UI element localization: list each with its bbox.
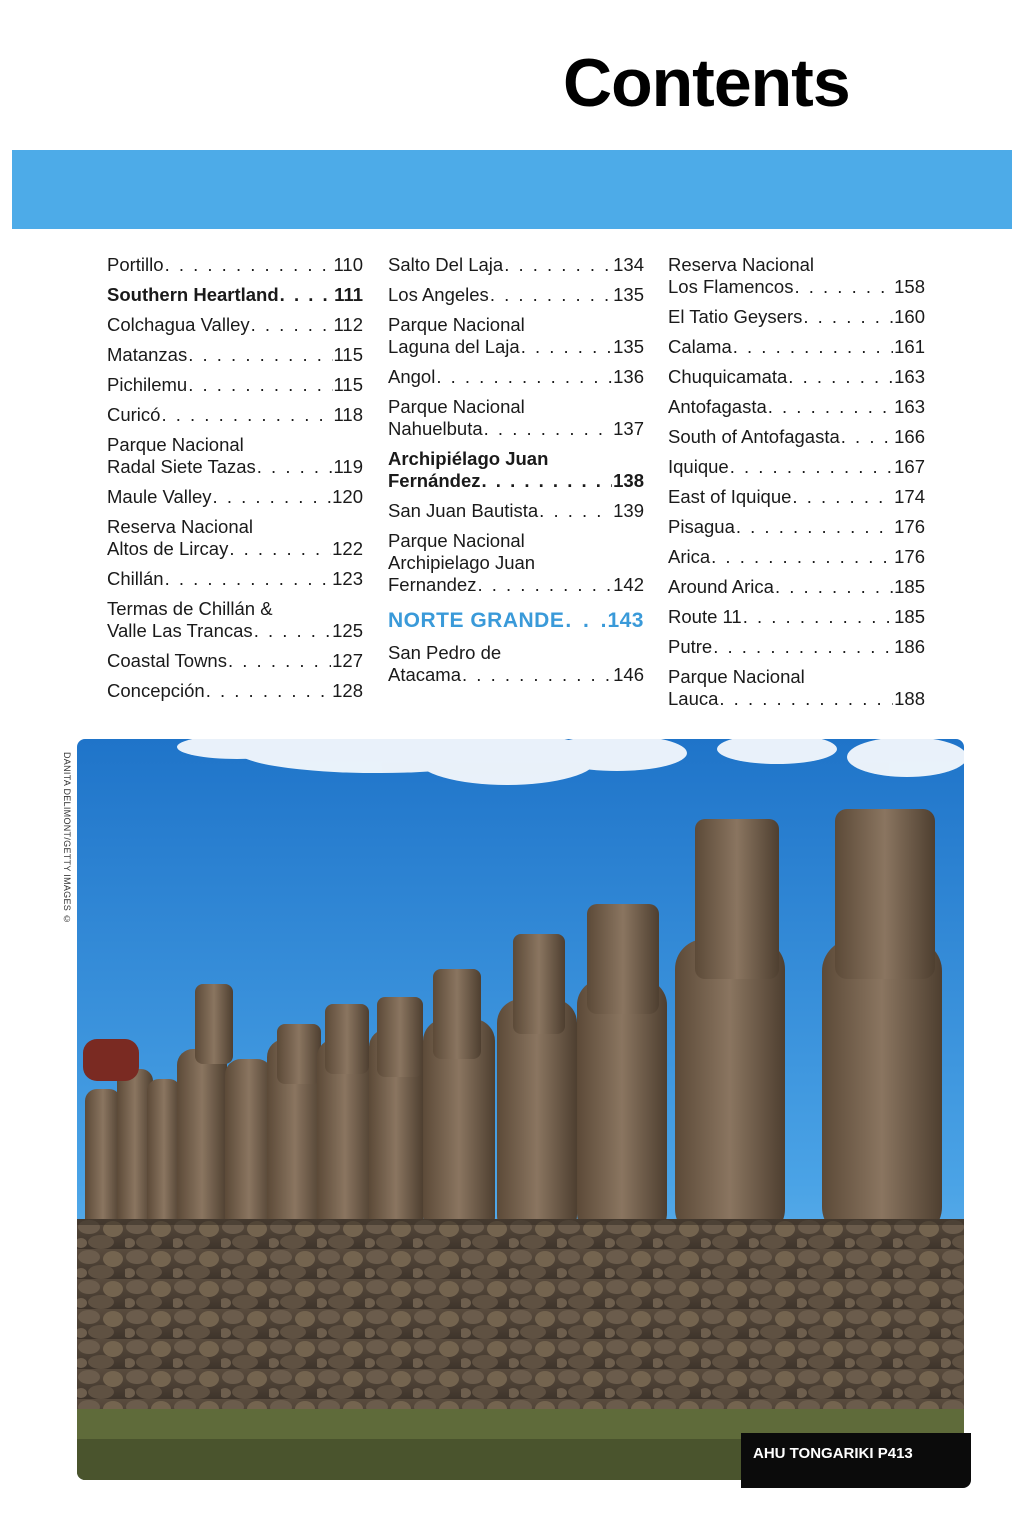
toc-page-number: 146 <box>613 664 644 685</box>
dot-leader <box>504 254 612 276</box>
toc-page-number: 110 <box>333 254 363 275</box>
dot-leader <box>161 404 332 426</box>
toc-page-number: 188 <box>894 688 925 709</box>
toc-entry[interactable] <box>668 336 925 358</box>
dot-leader <box>257 456 333 478</box>
toc-entry-title: Fernandez <box>388 574 477 595</box>
toc-entry-title: Chuquicamata <box>668 366 788 387</box>
toc-entry-title-line: Parque Nacional <box>388 314 525 335</box>
toc-entry[interactable] <box>388 366 644 388</box>
toc-entry-title: Altos de Lircay <box>107 538 229 559</box>
toc-section-heading[interactable] <box>388 610 644 632</box>
toc-entry-title-line: Parque Nacional <box>388 396 525 417</box>
toc-page-number: 176 <box>894 516 925 537</box>
toc-entry-title: Coastal Towns <box>107 650 227 671</box>
toc-entry[interactable] <box>107 516 363 560</box>
dot-leader <box>794 276 893 298</box>
toc-page-number: 137 <box>613 418 644 439</box>
toc-entry-title: Calama <box>668 336 732 357</box>
toc-entry[interactable] <box>107 680 363 702</box>
photo-credit: DANITA DELIMONT/GETTY IMAGES © <box>62 752 72 925</box>
toc-page-number: 127 <box>332 650 363 671</box>
toc-entry[interactable] <box>388 448 644 492</box>
toc-entry[interactable] <box>668 426 925 448</box>
dot-leader <box>462 664 612 686</box>
toc-entry-title: Iquique <box>668 456 729 477</box>
toc-page-number: 134 <box>613 254 644 275</box>
dot-leader <box>743 606 893 628</box>
toc-entry-title: Antofagasta <box>668 396 767 417</box>
toc-page-number: 120 <box>332 486 363 507</box>
toc-entry-title: Concepción <box>107 680 205 701</box>
dot-leader <box>188 344 332 366</box>
toc-entry-title: Nahuelbuta <box>388 418 483 439</box>
toc-page-number: 163 <box>894 396 925 417</box>
toc-page-number: 115 <box>333 344 363 365</box>
toc-page-number: 119 <box>333 456 363 477</box>
toc-entry-title-line: Reserva Nacional <box>668 254 815 275</box>
dot-leader <box>484 418 612 440</box>
toc-column-2 <box>388 254 644 694</box>
toc-entry-title: Route 11 <box>668 606 742 627</box>
dot-leader <box>228 650 331 672</box>
dot-leader <box>436 366 612 388</box>
dot-leader <box>736 516 893 538</box>
toc-entry-title-line: Parque Nacional <box>388 530 525 551</box>
toc-page-number: 185 <box>894 606 925 627</box>
toc-entry[interactable] <box>388 642 644 686</box>
toc-entry-title: Atacama <box>388 664 462 685</box>
toc-entry-title: Angol <box>388 366 436 387</box>
toc-entry[interactable] <box>107 314 363 336</box>
toc-entry-title: NORTE GRANDE <box>388 609 565 632</box>
dot-leader <box>213 486 332 508</box>
toc-column-1 <box>107 254 363 710</box>
toc-entry[interactable] <box>107 404 363 426</box>
toc-page-number: 111 <box>334 284 363 305</box>
toc-page-number: 112 <box>333 314 363 335</box>
toc-entry[interactable] <box>107 486 363 508</box>
dot-leader <box>165 568 332 590</box>
toc-entry[interactable] <box>668 666 925 710</box>
toc-entry-title: Maule Valley <box>107 486 212 507</box>
dot-leader <box>733 336 893 358</box>
toc-entry[interactable] <box>668 546 925 568</box>
toc-page-number: 123 <box>332 568 363 589</box>
header-band <box>12 150 1012 229</box>
toc-entry[interactable] <box>668 516 925 538</box>
toc-page-number: 163 <box>894 366 925 387</box>
dot-leader <box>165 254 333 276</box>
toc-entry-title: Matanzas <box>107 344 188 365</box>
toc-entry-title-line: Parque Nacional <box>668 666 805 687</box>
toc-entry-title: Chillán <box>107 568 164 589</box>
toc-entry-title: Fernández <box>388 470 481 491</box>
toc-entry-title: Portillo <box>107 254 164 275</box>
toc-entry[interactable] <box>388 284 644 306</box>
toc-page-number: 186 <box>894 636 925 657</box>
toc-entry-title: Los Flamencos <box>668 276 794 297</box>
dot-leader <box>206 680 331 702</box>
toc-entry-title-line: Archipielago Juan <box>388 552 536 573</box>
toc-page-number: 185 <box>894 576 925 597</box>
toc-entry-title-line: Termas de Chillán & <box>107 598 273 619</box>
dot-leader <box>711 546 893 568</box>
toc-entry-title-line: Parque Nacional <box>107 434 244 455</box>
toc-entry[interactable] <box>668 456 925 478</box>
dot-leader <box>775 576 893 598</box>
toc-entry-title: South of Antofagasta <box>668 426 840 447</box>
dot-leader <box>188 374 332 396</box>
toc-entry[interactable] <box>388 396 644 440</box>
toc-entry-title: Curicó <box>107 404 161 425</box>
toc-entry[interactable] <box>107 284 363 306</box>
toc-page-number: 161 <box>894 336 925 357</box>
toc-entry-title: Southern Heartland <box>107 284 279 305</box>
dot-leader <box>713 636 893 658</box>
dot-leader <box>719 688 893 710</box>
toc-page-number: 136 <box>613 366 644 387</box>
toc-entry-title: Laguna del Laja <box>388 336 520 357</box>
toc-entry[interactable] <box>668 576 925 598</box>
dot-leader <box>229 538 331 560</box>
toc-page-number: 166 <box>894 426 925 447</box>
toc-entry[interactable] <box>107 568 363 590</box>
dot-leader <box>841 426 893 448</box>
toc-page-number: 138 <box>613 470 644 491</box>
toc-entry[interactable] <box>668 606 925 628</box>
dot-leader <box>788 366 893 388</box>
dot-leader <box>251 314 333 336</box>
toc-entry[interactable] <box>107 598 363 642</box>
photo-caption: AHU TONGARIKI P413 <box>741 1433 971 1488</box>
toc-page-number: 176 <box>894 546 925 567</box>
toc-entry-title: El Tatio Geysers <box>668 306 803 327</box>
toc-entry-title: Colchagua Valley <box>107 314 250 335</box>
page-title: Contents <box>563 45 850 121</box>
toc-entry-title: Arica <box>668 546 711 567</box>
dot-leader <box>768 396 893 418</box>
toc-page-number: 135 <box>613 284 644 305</box>
toc-entry[interactable] <box>668 396 925 418</box>
toc-entry[interactable] <box>388 314 644 358</box>
toc-page-number: 174 <box>894 486 925 507</box>
dot-leader <box>482 470 613 492</box>
toc-entry-title: Pichilemu <box>107 374 188 395</box>
toc-entry-title: East of Iquique <box>668 486 792 507</box>
toc-entry[interactable] <box>107 254 363 276</box>
toc-page-number: 158 <box>894 276 925 297</box>
toc-entry-title: Pisagua <box>668 516 735 537</box>
dot-leader <box>254 620 331 642</box>
toc-page-number: 115 <box>333 374 363 395</box>
toc-entry[interactable] <box>388 530 644 596</box>
toc-entry[interactable] <box>668 486 925 508</box>
toc-entry-title-line: Reserva Nacional <box>107 516 254 537</box>
toc-entry[interactable] <box>107 344 363 366</box>
toc-entry[interactable] <box>668 366 925 388</box>
toc-entry-title: Putre <box>668 636 713 657</box>
toc-entry-title: Around Arica <box>668 576 774 597</box>
dot-leader <box>792 486 893 508</box>
toc-entry[interactable] <box>388 500 644 522</box>
toc-page-number: 128 <box>332 680 363 701</box>
toc-entry[interactable] <box>668 306 925 328</box>
toc-entry-title-line: Archipiélago Juan <box>388 448 549 469</box>
toc-entry[interactable] <box>668 636 925 658</box>
dot-leader <box>477 574 612 596</box>
toc-entry[interactable] <box>668 254 925 298</box>
toc-page-number: 160 <box>894 306 925 327</box>
dot-leader <box>280 284 334 306</box>
dot-leader <box>730 456 893 478</box>
toc-entry-title: San Juan Bautista <box>388 500 539 521</box>
toc-entry-title: Radal Siete Tazas <box>107 456 256 477</box>
toc-entry[interactable] <box>388 254 644 276</box>
toc-page-number: 125 <box>332 620 363 641</box>
toc-page-number: 143 <box>607 609 644 632</box>
toc-entry-title: Los Angeles <box>388 284 489 305</box>
toc-entry-title: Valle Las Trancas <box>107 620 253 641</box>
toc-entry[interactable] <box>107 374 363 396</box>
toc-entry[interactable] <box>107 650 363 672</box>
toc-entry-title: Salto Del Laja <box>388 254 504 275</box>
dot-leader <box>565 610 606 632</box>
toc-page-number: 135 <box>613 336 644 357</box>
toc-entry-title-line: San Pedro de <box>388 642 502 663</box>
dot-leader <box>490 284 612 306</box>
toc-column-3 <box>668 254 925 718</box>
toc-page-number: 122 <box>332 538 363 559</box>
dot-leader <box>803 306 893 328</box>
toc-page-number: 142 <box>613 574 644 595</box>
toc-page-number: 139 <box>613 500 644 521</box>
toc-page-number: 167 <box>894 456 925 477</box>
toc-page-number: 118 <box>333 404 363 425</box>
photo-moai-statues <box>77 739 964 1480</box>
toc-entry[interactable] <box>107 434 363 478</box>
toc-entry-title: Lauca <box>668 688 719 709</box>
dot-leader <box>539 500 612 522</box>
dot-leader <box>521 336 612 358</box>
